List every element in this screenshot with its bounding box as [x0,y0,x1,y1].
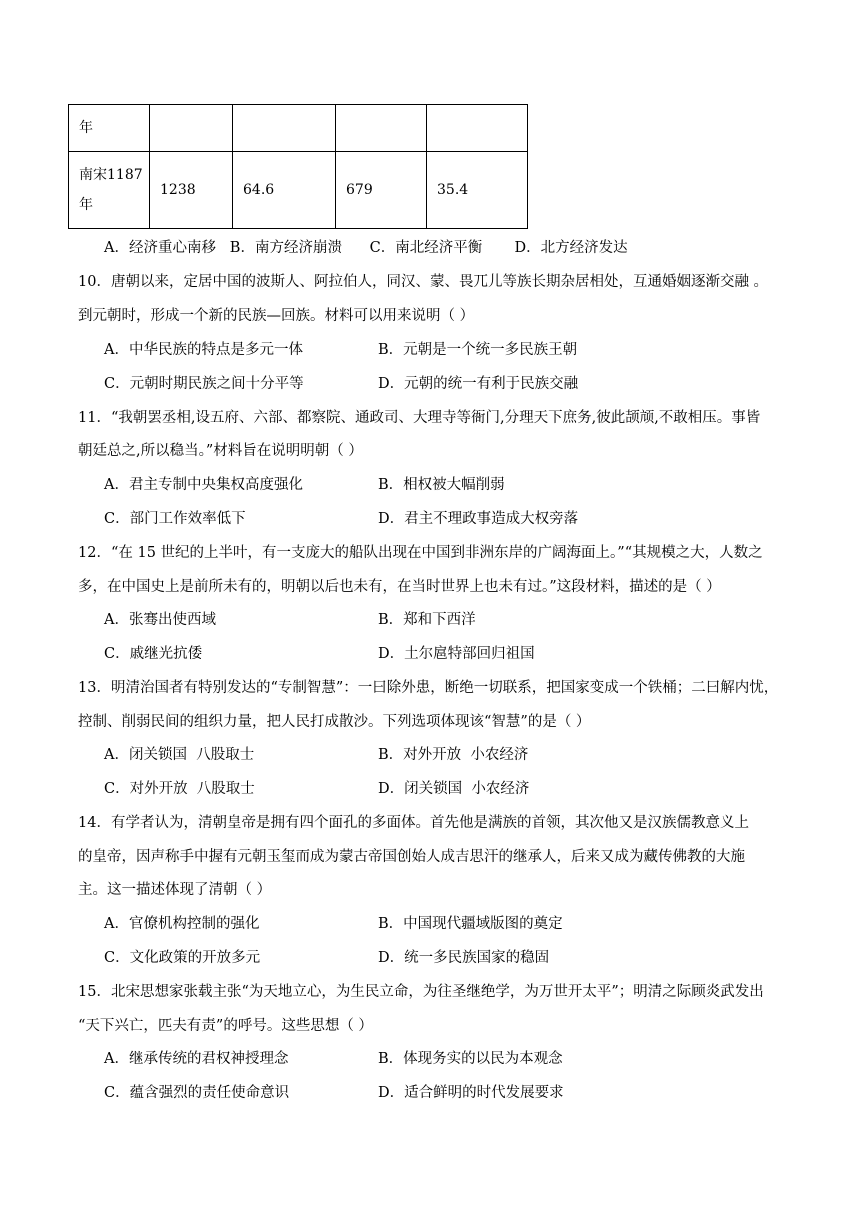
q10-stem-line1: 10．唐朝以来，定居中国的波斯人、阿拉伯人，同汉、蒙、畏兀儿等族长期杂居相处，互通婚姻逐渐交融 。 [78,274,769,290]
q11-option-b: B．相权被大幅削弱 [378,477,505,493]
q14-option-d: D．统一多民族国家的稳固 [378,950,550,966]
q12-stem-line2: 多，在中国史上是前所未有的，明朝以后也未有，在当时世界上也未有过。”这段材料，描述的是（ ） [78,579,721,595]
q10-option-b: B．元朝是一个统一多民族王朝 [378,342,578,358]
q10-option-a: A．中华民族的特点是多元一体 [104,342,303,358]
table-row [69,105,528,152]
q10-option-c: C．元朝时期民族之间十分平等 [104,376,304,392]
table-row [69,152,528,229]
q11-stem-line2: 朝廷总之,所以稳当。”材料旨在说明明朝（ ） [78,443,363,459]
q11-option-a: A．君主专制中央集权高度强化 [104,477,303,493]
q14-stem-line1: 14．有学者认为，清朝皇帝是拥有四个面孔的多面体。首先他是满族的首领，其次他又是汉族儒教意义上 [78,815,749,831]
q15-stem-line2: “天下兴亡，匹夫有责”的呼号。这些思想（ ） [78,1018,373,1034]
table-cell [233,105,336,152]
table-cell [427,105,528,152]
q15-option-b: B．体现务实的以民为本观念 [378,1051,563,1067]
q14-option-a: A．官僚机构控制的强化 [104,916,260,932]
q12-option-b: B．郑和下西洋 [378,612,476,628]
table-cell: 679 [336,152,427,229]
q11-stem-line1: 11．“我朝罢丞相,设五府、六部、都察院、通政司、大理寺等衙门,分理天下庶务,彼此颉颃,不敢相压。事皆 [78,410,761,426]
q15-stem-line1: 15．北宋思想家张载主张“为天地立心，为生民立命，为往圣继绝学，为万世开太平”；明清之际顾炎武发出 [78,984,764,1000]
table-cell: 南宋1187年 [69,152,150,229]
q14-stem-line2: 的皇帝，因声称手中握有元朝玉玺而成为蒙古帝国创始人成吉思汗的继承人，后来又成为藏传佛教的大施 [78,849,745,865]
q12-option-d: D．土尔扈特部回归祖国 [378,646,535,662]
q14-option-b: B．中国现代疆域版图的奠定 [378,916,563,932]
q14-stem-line3: 主。这一描述体现了清朝（ ） [78,882,272,898]
q12-stem-line1: 12．“在 15 世纪的上半叶，有一支庞大的船队出现在中国到非洲东岸的广阔海面上。”“其规模之大，人数之 [78,545,763,561]
q15-option-d: D．适合鲜明的时代发展要求 [378,1085,564,1101]
q15-option-a: A．继承传统的君权神授理念 [104,1051,289,1067]
table-cell: 年 [69,105,150,152]
table-cell: 1238 [150,152,233,229]
q11-option-d: D．君主不理政事造成大权旁落 [378,511,579,527]
q12-option-a: A．张骞出使西域 [104,612,216,628]
table-cell [336,105,427,152]
q13-option-a: A．闭关锁国 八股取士 [104,747,255,763]
table-cell: 35.4 [427,152,528,229]
q9-options: A．经济重心南移 B．南方经济崩溃 C．南北经济平衡 D．北方经济发达 [104,240,628,256]
q13-option-d: D．闭关锁国 小农经济 [378,781,530,797]
q12-option-c: C．戚继光抗倭 [104,646,203,662]
q10-option-d: D．元朝的统一有利于民族交融 [378,376,579,392]
q13-stem-line2: 控制、削弱民间的组织力量，把人民打成散沙。下列选项体现该“智慧”的是（ ） [78,714,591,730]
table-cell: 64.6 [233,152,336,229]
data-table [68,104,528,229]
q13-option-c: C．对外开放 八股取士 [104,781,255,797]
q13-option-b: B．对外开放 小农经济 [378,747,529,763]
q10-stem-line2: 到元朝时，形成一个新的民族—回族。材料可以用来说明（ ） [78,308,475,324]
table-cell [150,105,233,152]
q14-option-c: C．文化政策的开放多元 [104,950,261,966]
q15-option-c: C．蕴含强烈的责任使命意识 [104,1085,290,1101]
q11-option-c: C．部门工作效率低下 [104,511,246,527]
q13-stem-line1: 13．明清治国者有特别发达的“专制智慧”：一曰除外患，断绝一切联系，把国家变成一个铁桶；二曰解内忧， [78,680,779,696]
